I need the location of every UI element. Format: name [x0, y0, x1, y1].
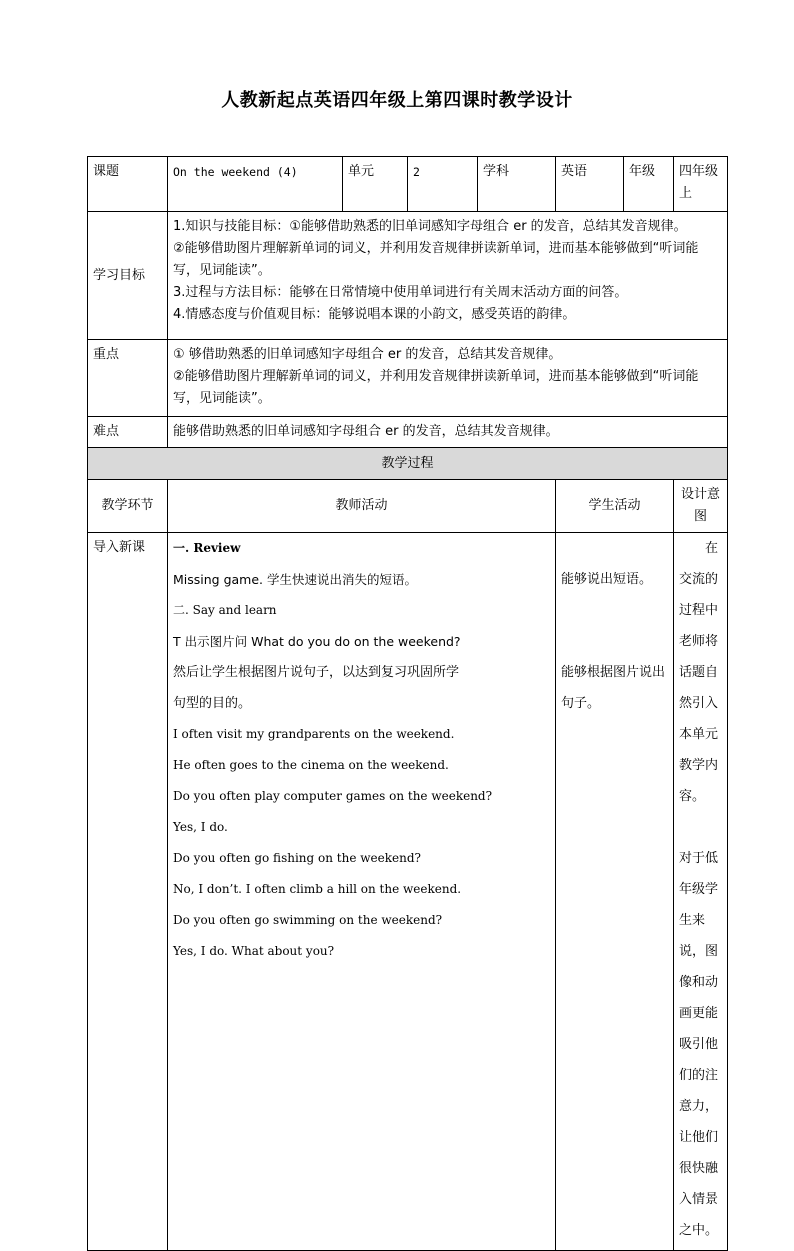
grade-label: 年级: [624, 157, 674, 212]
objective-line: 4.情感态度与价值观目标：能够说唱本课的小韵文，感受英语的韵律。: [173, 307, 576, 322]
objective-line: ②能够借助图片理解新单词的词义，并利用发音规律拼读新单词，进而基本能够做到“听词能写，见词能读”。: [173, 241, 699, 278]
objective-line: 3.过程与方法目标：能够在日常情境中使用单词进行有关周末活动方面的问答。: [173, 285, 628, 300]
subject-label: 学科: [478, 157, 556, 212]
student-activity-2: 能够根据图片说出句子。: [561, 665, 666, 711]
key-points-content: [168, 340, 728, 417]
design-intent-2: 对于低年级学生来说，图像和动画更能吸引他们的注意力，让他们很快融入情景之中。: [679, 851, 719, 1238]
subject-value: 英语: [556, 157, 624, 212]
objectives-row: [88, 212, 728, 340]
grade-value: 四年级上: [674, 157, 728, 212]
key-point-line: ① 够借助熟悉的旧单词感知字母组合 er 的发音，总结其发音规律。: [173, 347, 562, 362]
lesson-value: On the weekend (4): [168, 157, 343, 212]
teacher-line: Missing game. 学生快速说出消失的短语。: [173, 572, 417, 587]
difficulty-label: 难点: [88, 417, 168, 448]
lesson-plan-table: [87, 156, 728, 1251]
process-section-title: 教学过程: [88, 448, 728, 480]
design-intent-1: 在交流的过程中老师将话题自然引入本单元教学内容。: [679, 541, 719, 804]
key-points-label: 重点: [88, 340, 168, 417]
teacher-activity-cell: [168, 533, 556, 1251]
teacher-line: 然后让学生根据图片说句子，以达到复习巩固所学: [173, 665, 460, 680]
teacher-line: I often visit my grandparents on the weekend.: [173, 727, 455, 741]
difficulty-row: [88, 417, 728, 448]
key-points-row: [88, 340, 728, 417]
teacher-line: Yes, I do. What about you?: [173, 944, 335, 958]
objectives-content: [168, 212, 728, 340]
process-section-row: [88, 448, 728, 480]
objectives-label: 学习目标: [88, 212, 168, 340]
process-row: [88, 533, 728, 1251]
page-title: 人教新起点英语四年级上第四课时教学设计: [221, 90, 573, 111]
teacher-line: Yes, I do.: [173, 820, 228, 834]
teacher-line: 句型的目的。: [173, 696, 252, 711]
header-row: [88, 157, 728, 212]
teacher-line: Do you often go swimming on the weekend?: [173, 913, 443, 927]
unit-value: 2: [408, 157, 478, 212]
design-intent-cell: [674, 533, 728, 1251]
teacher-line: No, I don’t. I often climb a hill on the weekend.: [173, 882, 462, 896]
stage-cell: 导入新课: [88, 533, 168, 1251]
column-header-design: 设计意图: [674, 480, 728, 533]
column-header-stage: 教学环节: [88, 480, 168, 533]
teacher-line: 二. Say and learn: [173, 603, 277, 617]
key-point-line: ②能够借助图片理解新单词的词义，并利用发音规律拼读新单词，进而基本能够做到“听词能写，见词能读”。: [173, 369, 699, 406]
lesson-label: 课题: [88, 157, 168, 212]
student-activity-1: 能够说出短语。: [561, 572, 653, 587]
teacher-line: T 出示图片问 What do you do on the weekend?: [173, 634, 461, 649]
teacher-line: 一. Review: [173, 541, 241, 555]
objective-line: 1.知识与技能目标：①能够借助熟悉的旧单词感知字母组合 er 的发音，总结其发音规律。: [173, 219, 687, 234]
difficulty-content: 能够借助熟悉的旧单词感知字母组合 er 的发音，总结其发音规律。: [168, 417, 728, 448]
student-activity-cell: [556, 533, 674, 1251]
column-header-student: 学生活动: [556, 480, 674, 533]
process-header-row: [88, 480, 728, 533]
teacher-line: Do you often play computer games on the weekend?: [173, 789, 493, 803]
teacher-line: He often goes to the cinema on the weekend.: [173, 758, 449, 772]
teacher-line: Do you often go fishing on the weekend?: [173, 851, 421, 865]
column-header-teacher: 教师活动: [168, 480, 556, 533]
unit-label: 单元: [343, 157, 408, 212]
